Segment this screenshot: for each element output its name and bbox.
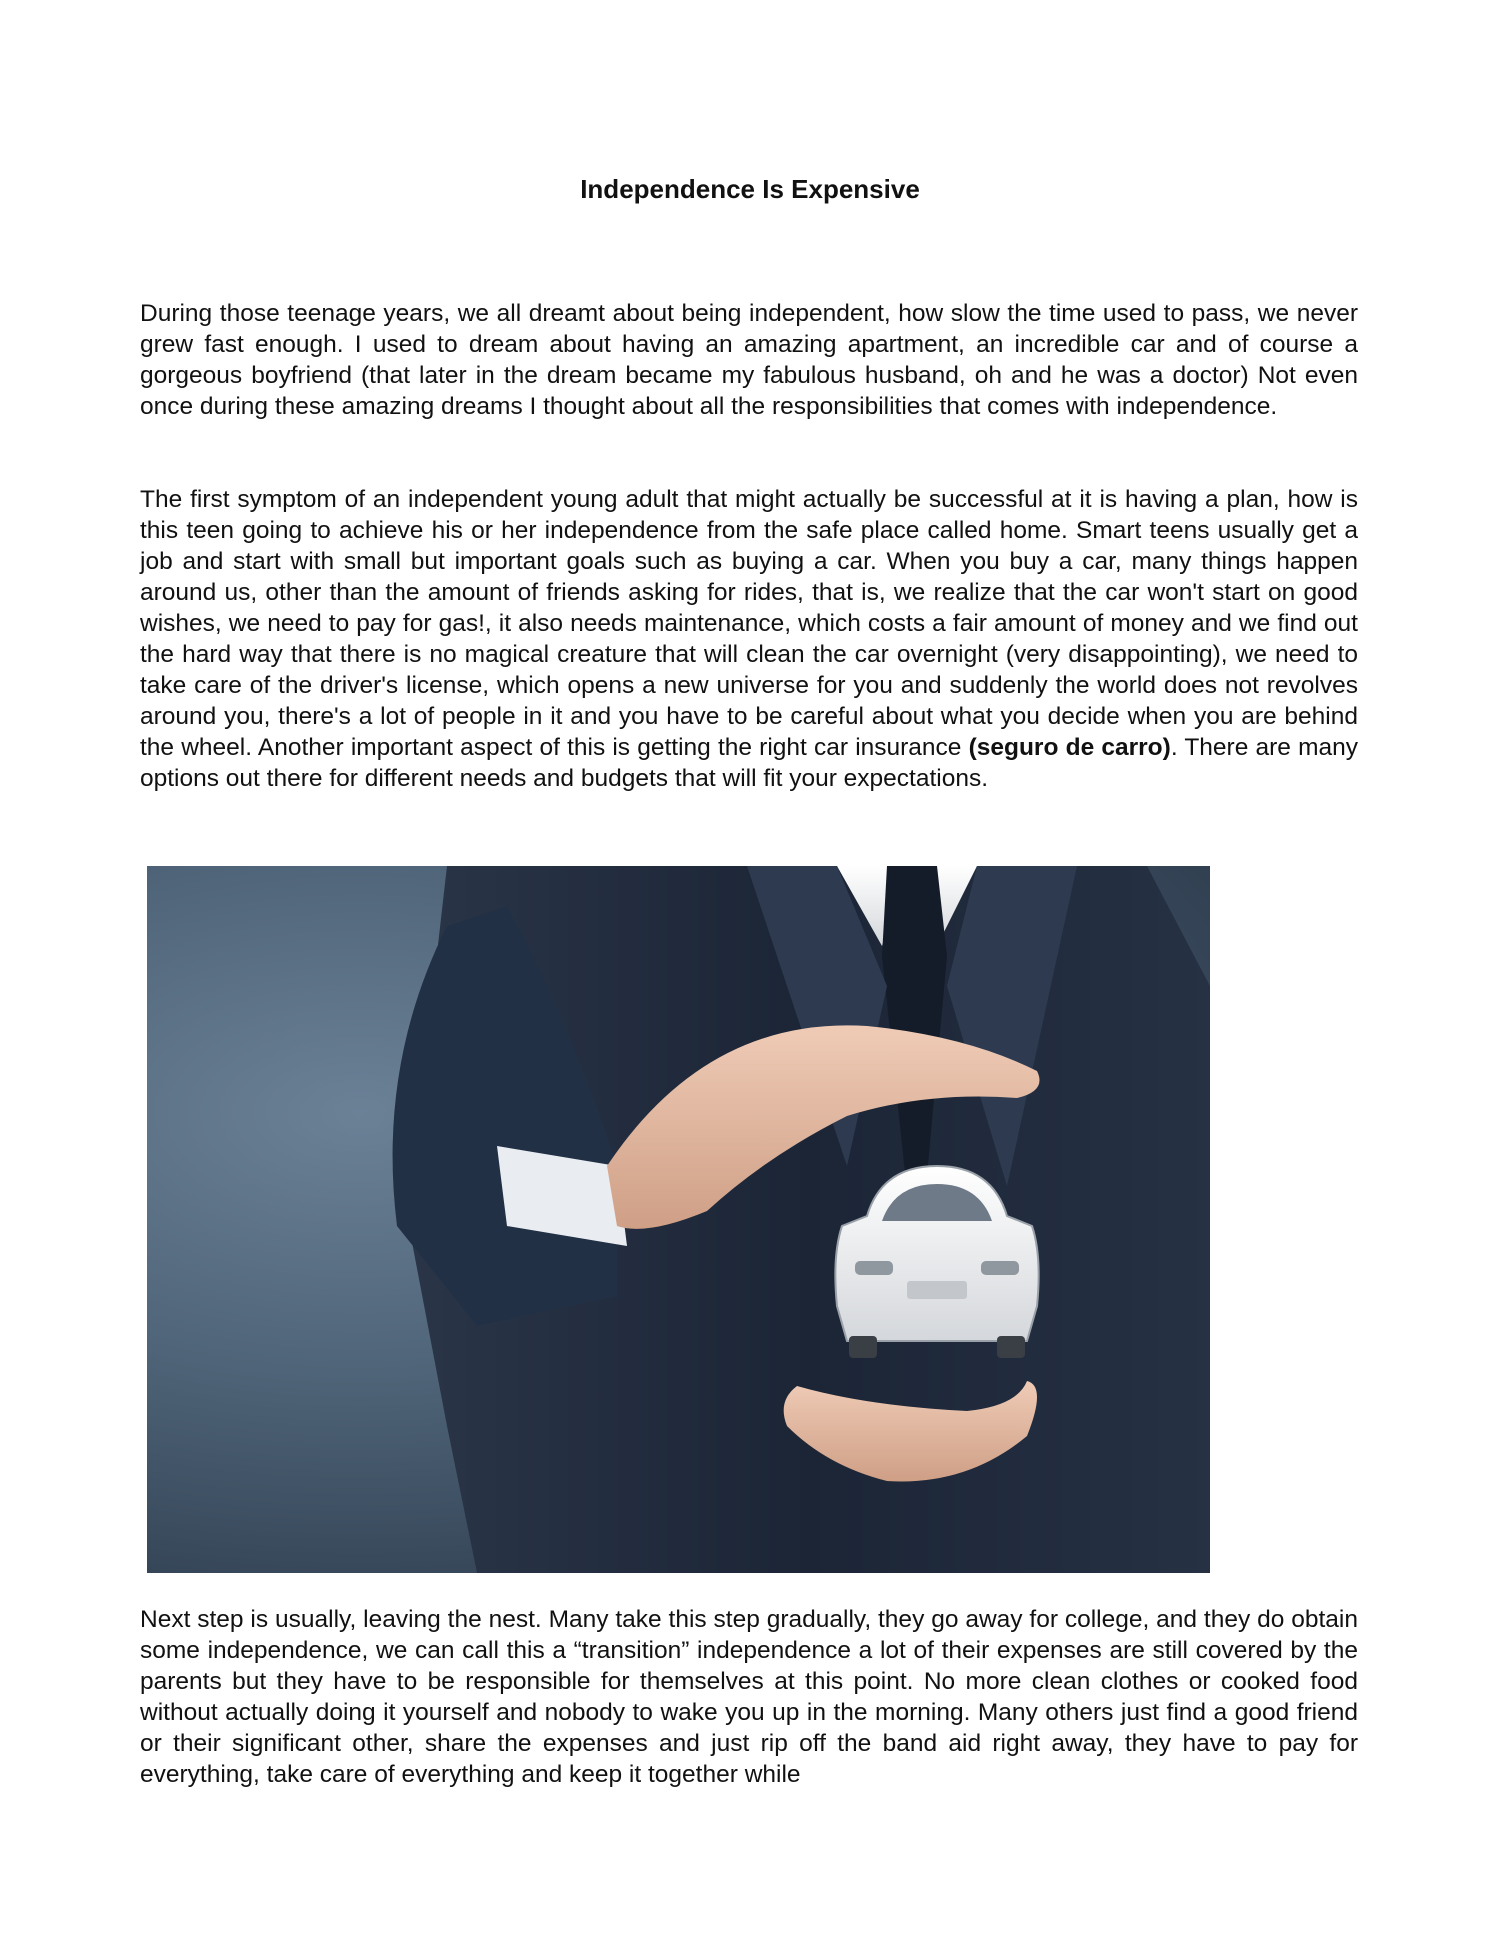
businessman-car-illustration — [147, 866, 1210, 1573]
paragraph-2 — [140, 484, 1358, 794]
paragraph-2-text-after: . There are many options out there for different needs and budgets that will fit your expectations. — [140, 734, 1358, 792]
paragraph-2-text-before: The first symptom of an independent young adult that might actually be successful at it is having a plan, how is this teen going to achieve his or her independence from the safe place called home. Smart teens usually get a job and start with small but important goals such as buying a car. When you buy a car, many things happen around us, other than the amount of friends asking for rides, that is, we realize that the car won't start on good wishes, we need to pay for gas!, it also needs maintenance, which costs a fair amount of money and we find out the hard way that there is no magical creature that will clean the car overnight (very disappointing), we need to take care of the driver's license, which opens a new universe for you and suddenly the world does not revolves around you, there's a lot of people in it and you have to be careful about what you decide when you are behind the wheel. Another important aspect of this is getting the right car insurance — [140, 486, 1358, 761]
insurance-photo — [147, 866, 1210, 1573]
document-title: Independence Is Expensive — [580, 174, 920, 204]
paragraph-1: During those teenage years, we all dreamt about being independent, how slow the time used to pass, we never grew fast enough. I used to dream about having an amazing apartment, an incredible car and of course a gorgeous boyfriend (that later in the dream became my fabulous husband, oh and he was a doctor) Not even once during these amazing dreams I thought about all the responsibilities that comes with independence. — [140, 300, 1358, 420]
paragraph-2-bold-term: (seguro de carro) — [968, 734, 1171, 761]
paragraph-3: Next step is usually, leaving the nest. Many take this step gradually, they go away for college, and they do obtain some independence, we can call this a “transition” independence a lot of their expenses are still covered by the parents but they have to be responsible for themselves at this point. No more clean clothes or cooked food without actually doing it yourself and nobody to wake you up in the morning. Many others just find a good friend or their significant other, share the expenses and just rip off the band aid right away, they have to pay for everything, take care of everything and keep it together while — [140, 1606, 1358, 1788]
